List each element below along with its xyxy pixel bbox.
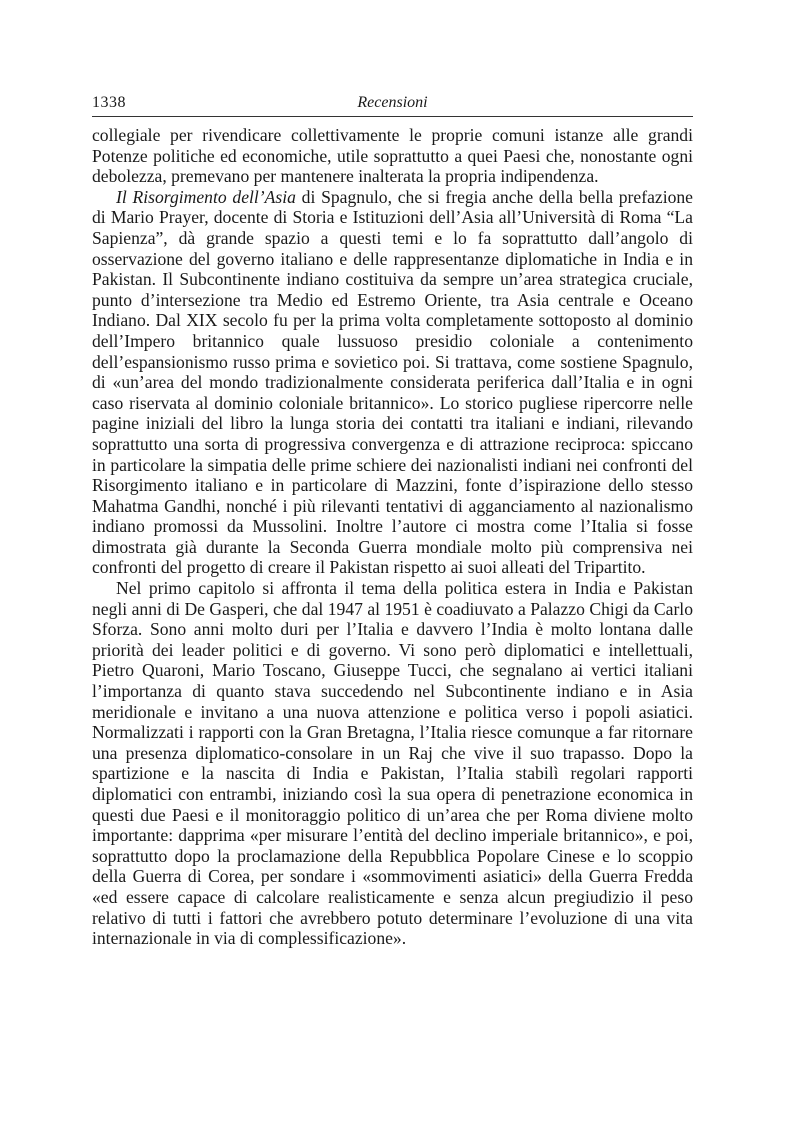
section-title: Recensioni xyxy=(357,94,428,111)
paragraph-3-text: Nel primo capitolo si affronta il tema della politica estera in India e Pakistan negli anni di De Gasperi, che dal 1947 al 1951 è coadiuvato a Palazzo Chigi da Carlo Sforza. Sono anni molto duri per l’Italia e davvero l’India è molto lontana dalle priorità dei leader politici e di governo. Vi sono però diplomatici e intellettuali, Pietro Quaroni, Mario Toscano, Giuseppe Tucci, che segnalano ai vertici italiani l’importanza di quanto stava succedendo nel Subcontinente indiano e in Asia meridionale e invitano a una nuova attenzione e politica verso i popoli asiatici. Normalizzati i rapporti con la Gran Bretagna, l’Italia riesce comunque a far ritornare una presenza diplomatico-consolare in un Raj che vive il suo trapasso. Dopo la spartizione e la nascita di India e Pakistan, l’Italia stabilì regolari rapporti diplomatici con entrambi, iniziando così la sua opera di penetrazione economica in questi due Paesi e il monitoraggio politico di un’area che per Roma diviene molto importante: dapprima «per misurare l’entità del declino imperiale britannico», e poi, soprattutto dopo la proclamazione della Repubblica Popolare Cinese e lo scoppio della Guerra di Corea, per sondare i «sommovimenti asiatici» della Guerra Fredda «ed essere capace di calcolare realisticamente e senza alcun pregiudizio il peso relativo di tutti i fattori che avrebbero potuto determinare l’evoluzione di una vita internazionale in via di complessificazione». xyxy=(92,578,693,949)
page-number: 1338 xyxy=(92,94,126,111)
paragraph-1-text: collegiale per rivendicare collettivamente le proprie comuni istanze alle grandi Potenze politiche ed economiche, utile soprattutto a quei Paesi che, nonostante ogni debolezza, premevano per mantenere inalterata la propria indipendenza. xyxy=(92,125,693,187)
page xyxy=(92,92,693,949)
book-title: Il Risorgimento dell’Asia xyxy=(116,186,296,207)
body-text xyxy=(92,125,693,949)
paragraph-1 xyxy=(92,125,693,187)
paragraph-2-text: di Spagnulo, che si fregia anche della bella prefazione di Mario Prayer, docente di Storia e Istituzioni dell’Asia all’Università di Roma “La Sapienza”, dà grande spazio a questi temi e lo fa soprattutto dall’angolo di osservazione del governo italiano e delle rappresentanze diplomatiche in India e in Pakistan. Il Subcontinente indiano costituiva da sempre un’area strategica cruciale, punto d’intersezione tra Medio ed Estremo Oriente, tra Asia centrale e Oceano Indiano. Dal XIX secolo fu per la prima volta completamente sottoposto al dominio dell’Impero britannico quale lussuoso presidio coloniale a contenimento dell’espansionismo russo prima e sovietico poi. Si trattava, come sostiene Spagnulo, di «un’area del mondo tradizionalmente considerata periferica dall’Italia e in ogni caso riservata al dominio coloniale britannico». Lo storico pugliese ripercorre nelle pagine iniziali del libro la lunga storia dei contatti tra italiani e indiani, rilevando soprattutto una sorta di progressiva convergenza e di attrazione reciproca: spiccano in particolare la simpatia delle prime schiere dei nazionalisti indiani nei confronti del Risorgimento italiano e in particolare di Mazzini, fonte d’ispirazione dello stesso Mahatma Gandhi, nonché i più rilevanti tentativi di agganciamento al nazionalismo indiano promossi da Mussolini. Inoltre l’autore ci mostra come l’Italia si fosse dimostrata già durante la Seconda Guerra mondiale molto più comprensiva nei confronti del progetto di creare il Pakistan rispetto ai suoi alleati del Tripartito. xyxy=(92,186,693,578)
paragraph-2 xyxy=(92,187,693,578)
running-head xyxy=(92,92,693,117)
paragraph-3 xyxy=(92,578,693,949)
